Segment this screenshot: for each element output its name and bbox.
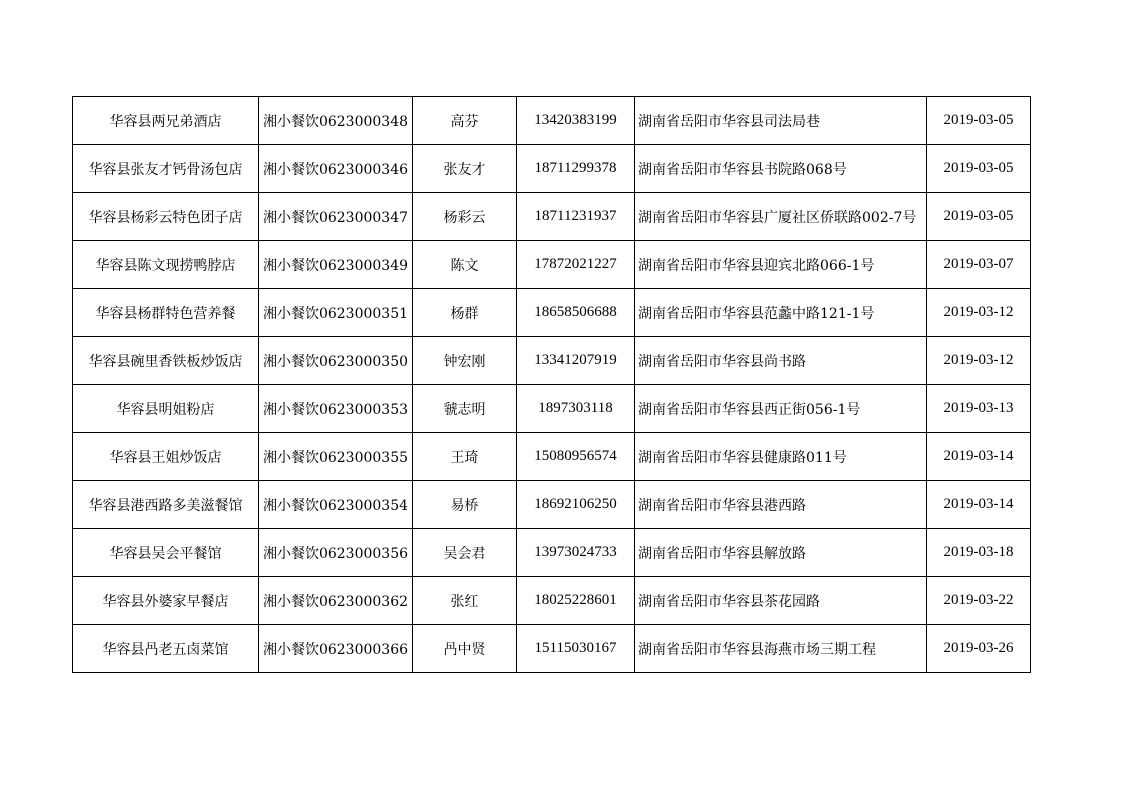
owner-name-cell: 陈文 bbox=[413, 241, 517, 289]
table-row bbox=[73, 481, 1031, 529]
license-number-cell: 湘小餐饮0623000347 bbox=[259, 193, 413, 241]
owner-name-cell: 杨群 bbox=[413, 289, 517, 337]
address-cell: 湖南省岳阳市华容县健康路011号 bbox=[635, 433, 927, 481]
shop-name-cell: 华容县冎老五卤菜馆 bbox=[73, 625, 259, 673]
phone-number-cell: 13420383199 bbox=[517, 97, 635, 145]
phone-number-cell: 15080956574 bbox=[517, 433, 635, 481]
phone-number-cell: 18711231937 bbox=[517, 193, 635, 241]
address-cell: 湖南省岳阳市华容县广厦社区侨联路002-7号 bbox=[635, 193, 927, 241]
shop-name-cell: 华容县杨彩云特色团子店 bbox=[73, 193, 259, 241]
address-cell: 湖南省岳阳市华容县解放路 bbox=[635, 529, 927, 577]
date-cell: 2019-03-05 bbox=[927, 97, 1031, 145]
shop-name-cell: 华容县外婆家早餐店 bbox=[73, 577, 259, 625]
phone-number-cell: 13973024733 bbox=[517, 529, 635, 577]
table-row bbox=[73, 337, 1031, 385]
license-number-cell: 湘小餐饮0623000346 bbox=[259, 145, 413, 193]
owner-name-cell: 吴会君 bbox=[413, 529, 517, 577]
shop-name-cell: 华容县明姐粉店 bbox=[73, 385, 259, 433]
shop-name-cell: 华容县两兄弟酒店 bbox=[73, 97, 259, 145]
date-cell: 2019-03-14 bbox=[927, 433, 1031, 481]
date-cell: 2019-03-12 bbox=[927, 289, 1031, 337]
table-row bbox=[73, 97, 1031, 145]
phone-number-cell: 1897303118 bbox=[517, 385, 635, 433]
phone-number-cell: 18025228601 bbox=[517, 577, 635, 625]
owner-name-cell: 冎中贤 bbox=[413, 625, 517, 673]
owner-name-cell: 易桥 bbox=[413, 481, 517, 529]
date-cell: 2019-03-18 bbox=[927, 529, 1031, 577]
phone-number-cell: 15115030167 bbox=[517, 625, 635, 673]
license-number-cell: 湘小餐饮0623000349 bbox=[259, 241, 413, 289]
shop-name-cell: 华容县港西路多美滋餐馆 bbox=[73, 481, 259, 529]
table-row bbox=[73, 625, 1031, 673]
phone-number-cell: 18692106250 bbox=[517, 481, 635, 529]
phone-number-cell: 18711299378 bbox=[517, 145, 635, 193]
table-row bbox=[73, 577, 1031, 625]
table-row bbox=[73, 529, 1031, 577]
shop-name-cell: 华容县吴会平餐馆 bbox=[73, 529, 259, 577]
date-cell: 2019-03-26 bbox=[927, 625, 1031, 673]
date-cell: 2019-03-05 bbox=[927, 145, 1031, 193]
registry-table-body bbox=[73, 97, 1031, 673]
owner-name-cell: 张红 bbox=[413, 577, 517, 625]
address-cell: 湖南省岳阳市华容县范蠡中路121-1号 bbox=[635, 289, 927, 337]
owner-name-cell: 钟宏刚 bbox=[413, 337, 517, 385]
license-number-cell: 湘小餐饮0623000353 bbox=[259, 385, 413, 433]
license-number-cell: 湘小餐饮0623000366 bbox=[259, 625, 413, 673]
license-number-cell: 湘小餐饮0623000348 bbox=[259, 97, 413, 145]
address-cell: 湖南省岳阳市华容县司法局巷 bbox=[635, 97, 927, 145]
shop-name-cell: 华容县碗里香铁板炒饭店 bbox=[73, 337, 259, 385]
table-row bbox=[73, 193, 1031, 241]
license-number-cell: 湘小餐饮0623000356 bbox=[259, 529, 413, 577]
date-cell: 2019-03-14 bbox=[927, 481, 1031, 529]
license-number-cell: 湘小餐饮0623000362 bbox=[259, 577, 413, 625]
address-cell: 湖南省岳阳市华容县港西路 bbox=[635, 481, 927, 529]
shop-name-cell: 华容县陈文现捞鸭脖店 bbox=[73, 241, 259, 289]
table-row bbox=[73, 433, 1031, 481]
table-row bbox=[73, 145, 1031, 193]
table-row bbox=[73, 241, 1031, 289]
address-cell: 湖南省岳阳市华容县茶花园路 bbox=[635, 577, 927, 625]
date-cell: 2019-03-22 bbox=[927, 577, 1031, 625]
date-cell: 2019-03-05 bbox=[927, 193, 1031, 241]
table-row bbox=[73, 385, 1031, 433]
owner-name-cell: 高芬 bbox=[413, 97, 517, 145]
date-cell: 2019-03-12 bbox=[927, 337, 1031, 385]
address-cell: 湖南省岳阳市华容县尚书路 bbox=[635, 337, 927, 385]
address-cell: 湖南省岳阳市华容县西正街056-1号 bbox=[635, 385, 927, 433]
shop-name-cell: 华容县杨群特色营养餐 bbox=[73, 289, 259, 337]
shop-name-cell: 华容县张友才钙骨汤包店 bbox=[73, 145, 259, 193]
registry-table bbox=[72, 96, 1031, 673]
phone-number-cell: 13341207919 bbox=[517, 337, 635, 385]
license-number-cell: 湘小餐饮0623000354 bbox=[259, 481, 413, 529]
license-number-cell: 湘小餐饮0623000350 bbox=[259, 337, 413, 385]
shop-name-cell: 华容县王姐炒饭店 bbox=[73, 433, 259, 481]
date-cell: 2019-03-13 bbox=[927, 385, 1031, 433]
license-number-cell: 湘小餐饮0623000355 bbox=[259, 433, 413, 481]
address-cell: 湖南省岳阳市华容县海燕市场三期工程 bbox=[635, 625, 927, 673]
owner-name-cell: 王琦 bbox=[413, 433, 517, 481]
phone-number-cell: 18658506688 bbox=[517, 289, 635, 337]
address-cell: 湖南省岳阳市华容县迎宾北路066-1号 bbox=[635, 241, 927, 289]
date-cell: 2019-03-07 bbox=[927, 241, 1031, 289]
phone-number-cell: 17872021227 bbox=[517, 241, 635, 289]
license-number-cell: 湘小餐饮0623000351 bbox=[259, 289, 413, 337]
table-row bbox=[73, 289, 1031, 337]
owner-name-cell: 杨彩云 bbox=[413, 193, 517, 241]
owner-name-cell: 虢志明 bbox=[413, 385, 517, 433]
owner-name-cell: 张友才 bbox=[413, 145, 517, 193]
address-cell: 湖南省岳阳市华容县书院路068号 bbox=[635, 145, 927, 193]
